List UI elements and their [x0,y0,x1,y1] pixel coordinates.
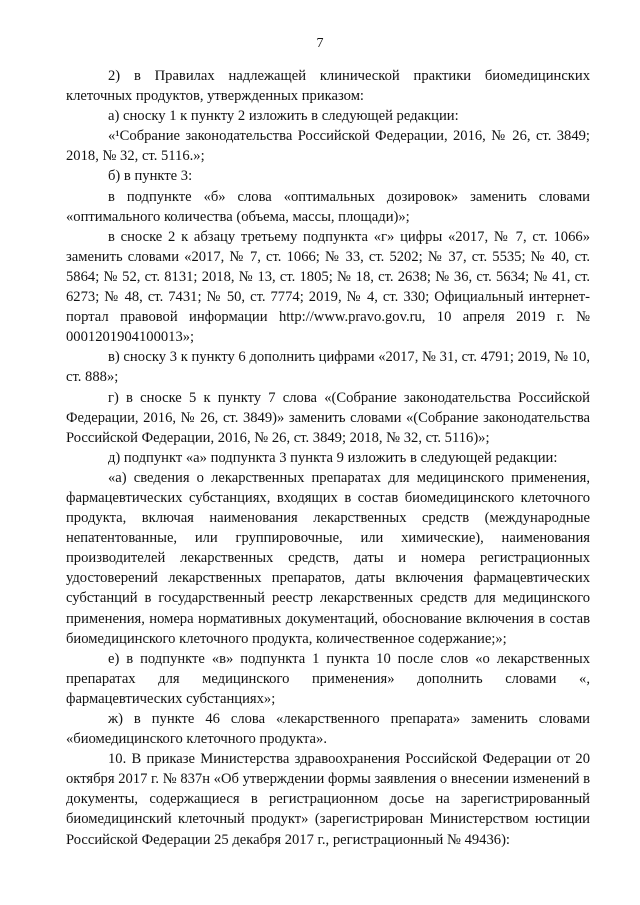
paragraph-subitem-g: г) в сноске 5 к пункту 7 слова «(Собрание законодательства Российской Федерации, 2016, № 26, ст. 3849)» заменить словами «(Собрание законодательства Российской Федерации, 2016, № 26, ст. 3849; 2018, № 32, ст. 5116)»; [66,389,590,446]
paragraph-item-10: 10. В приказе Министерства здравоохранения Российской Федерации от 20 октября 2017 г. № 837н «Об утверждении формы заявления о внесении изменений в документы, содержащиеся в регистрационном досье на зарегистрированный биомедицинский клеточный продукт» (зарегистрирован Министерством юстиции Российской Федерации 25 декабря 2017 г., регистрационный № 49436): [66,751,590,848]
paragraph-subitem-a: а) сноску 1 к пункту 2 изложить в следующей редакции: [108,108,459,125]
paragraph-item-2: 2) в Правилах надлежащей клинической практики биомедицинских клеточных продуктов, утвержденных приказом: [66,68,590,105]
paragraph-subitem-b: б) в пункте 3: [108,168,193,185]
paragraph-subitem-e: е) в подпункте «в» подпункта 1 пункта 10 после слов «о лекарственных препаратах для медицинского применения» дополнить словами «, фармацевтических субстанциях»; [66,650,590,707]
paragraph-subitem-d: д) подпункт «а» подпункта 3 пункта 9 изложить в следующей редакции: [108,449,558,466]
paragraph-subitem-a-text: «а) сведения о лекарственных препаратах для медицинского применения, фармацевтических субстанциях, входящих в состав биомедицинского клеточного продукта, включая наименования лекарственных средств (международные непатентованные, или группировочные, или химические), наименования производителей лекарственных средств, даты и номера регистрационных удостоверений лекарственных препаратов, даты включения фармацевтических субстанций в государственный реестр лекарственных средств для медицинского применения, номера нормативных документаций, обоснование включения в состав биомедицинского клеточного продукта, количественное содержание;»; [66,469,590,647]
paragraph-subpoint-b-words: в подпункте «б» слова «оптимальных дозировок» заменить словами «оптимального количества (объема, массы, площади)»; [66,188,590,225]
paragraph-footnote-quote: «¹Собрание законодательства Российской Федерации, 2016, № 26, ст. 3849; 2018, № 32, ст. 5116.»; [66,128,590,165]
page-number: 7 [316,36,324,51]
paragraph-footnote-2: в сноске 2 к абзацу третьему подпункта «г» цифры «2017, № 7, ст. 1066» заменить словами «2017, № 7, ст. 1066; № 33, ст. 5202; № 37, ст. 5535; № 40, ст. 5864; № 52, ст. 8131; 2018, № 13, ст. 1805; № 18, ст. 2638; № 36, ст. 5634; № 41, ст. 6273; № 48, ст. 7431; № 50, ст. 7774; 2019, № 4, ст. 330; Официальный интернет-портал правовой информации http://www.pravo.gov.ru, 10 апреля 2019 г. № 0001201904100013»; [66,228,590,346]
paragraph-subitem-v: в) сноску 3 к пункту 6 дополнить цифрами «2017, № 31, ст. 4791; 2019, № 10, ст. 888»; [66,349,590,386]
paragraph-subitem-zh: ж) в пункте 46 слова «лекарственного препарата» заменить словами «биомедицинского клеточного продукта». [66,711,590,748]
document-body [66,66,590,850]
